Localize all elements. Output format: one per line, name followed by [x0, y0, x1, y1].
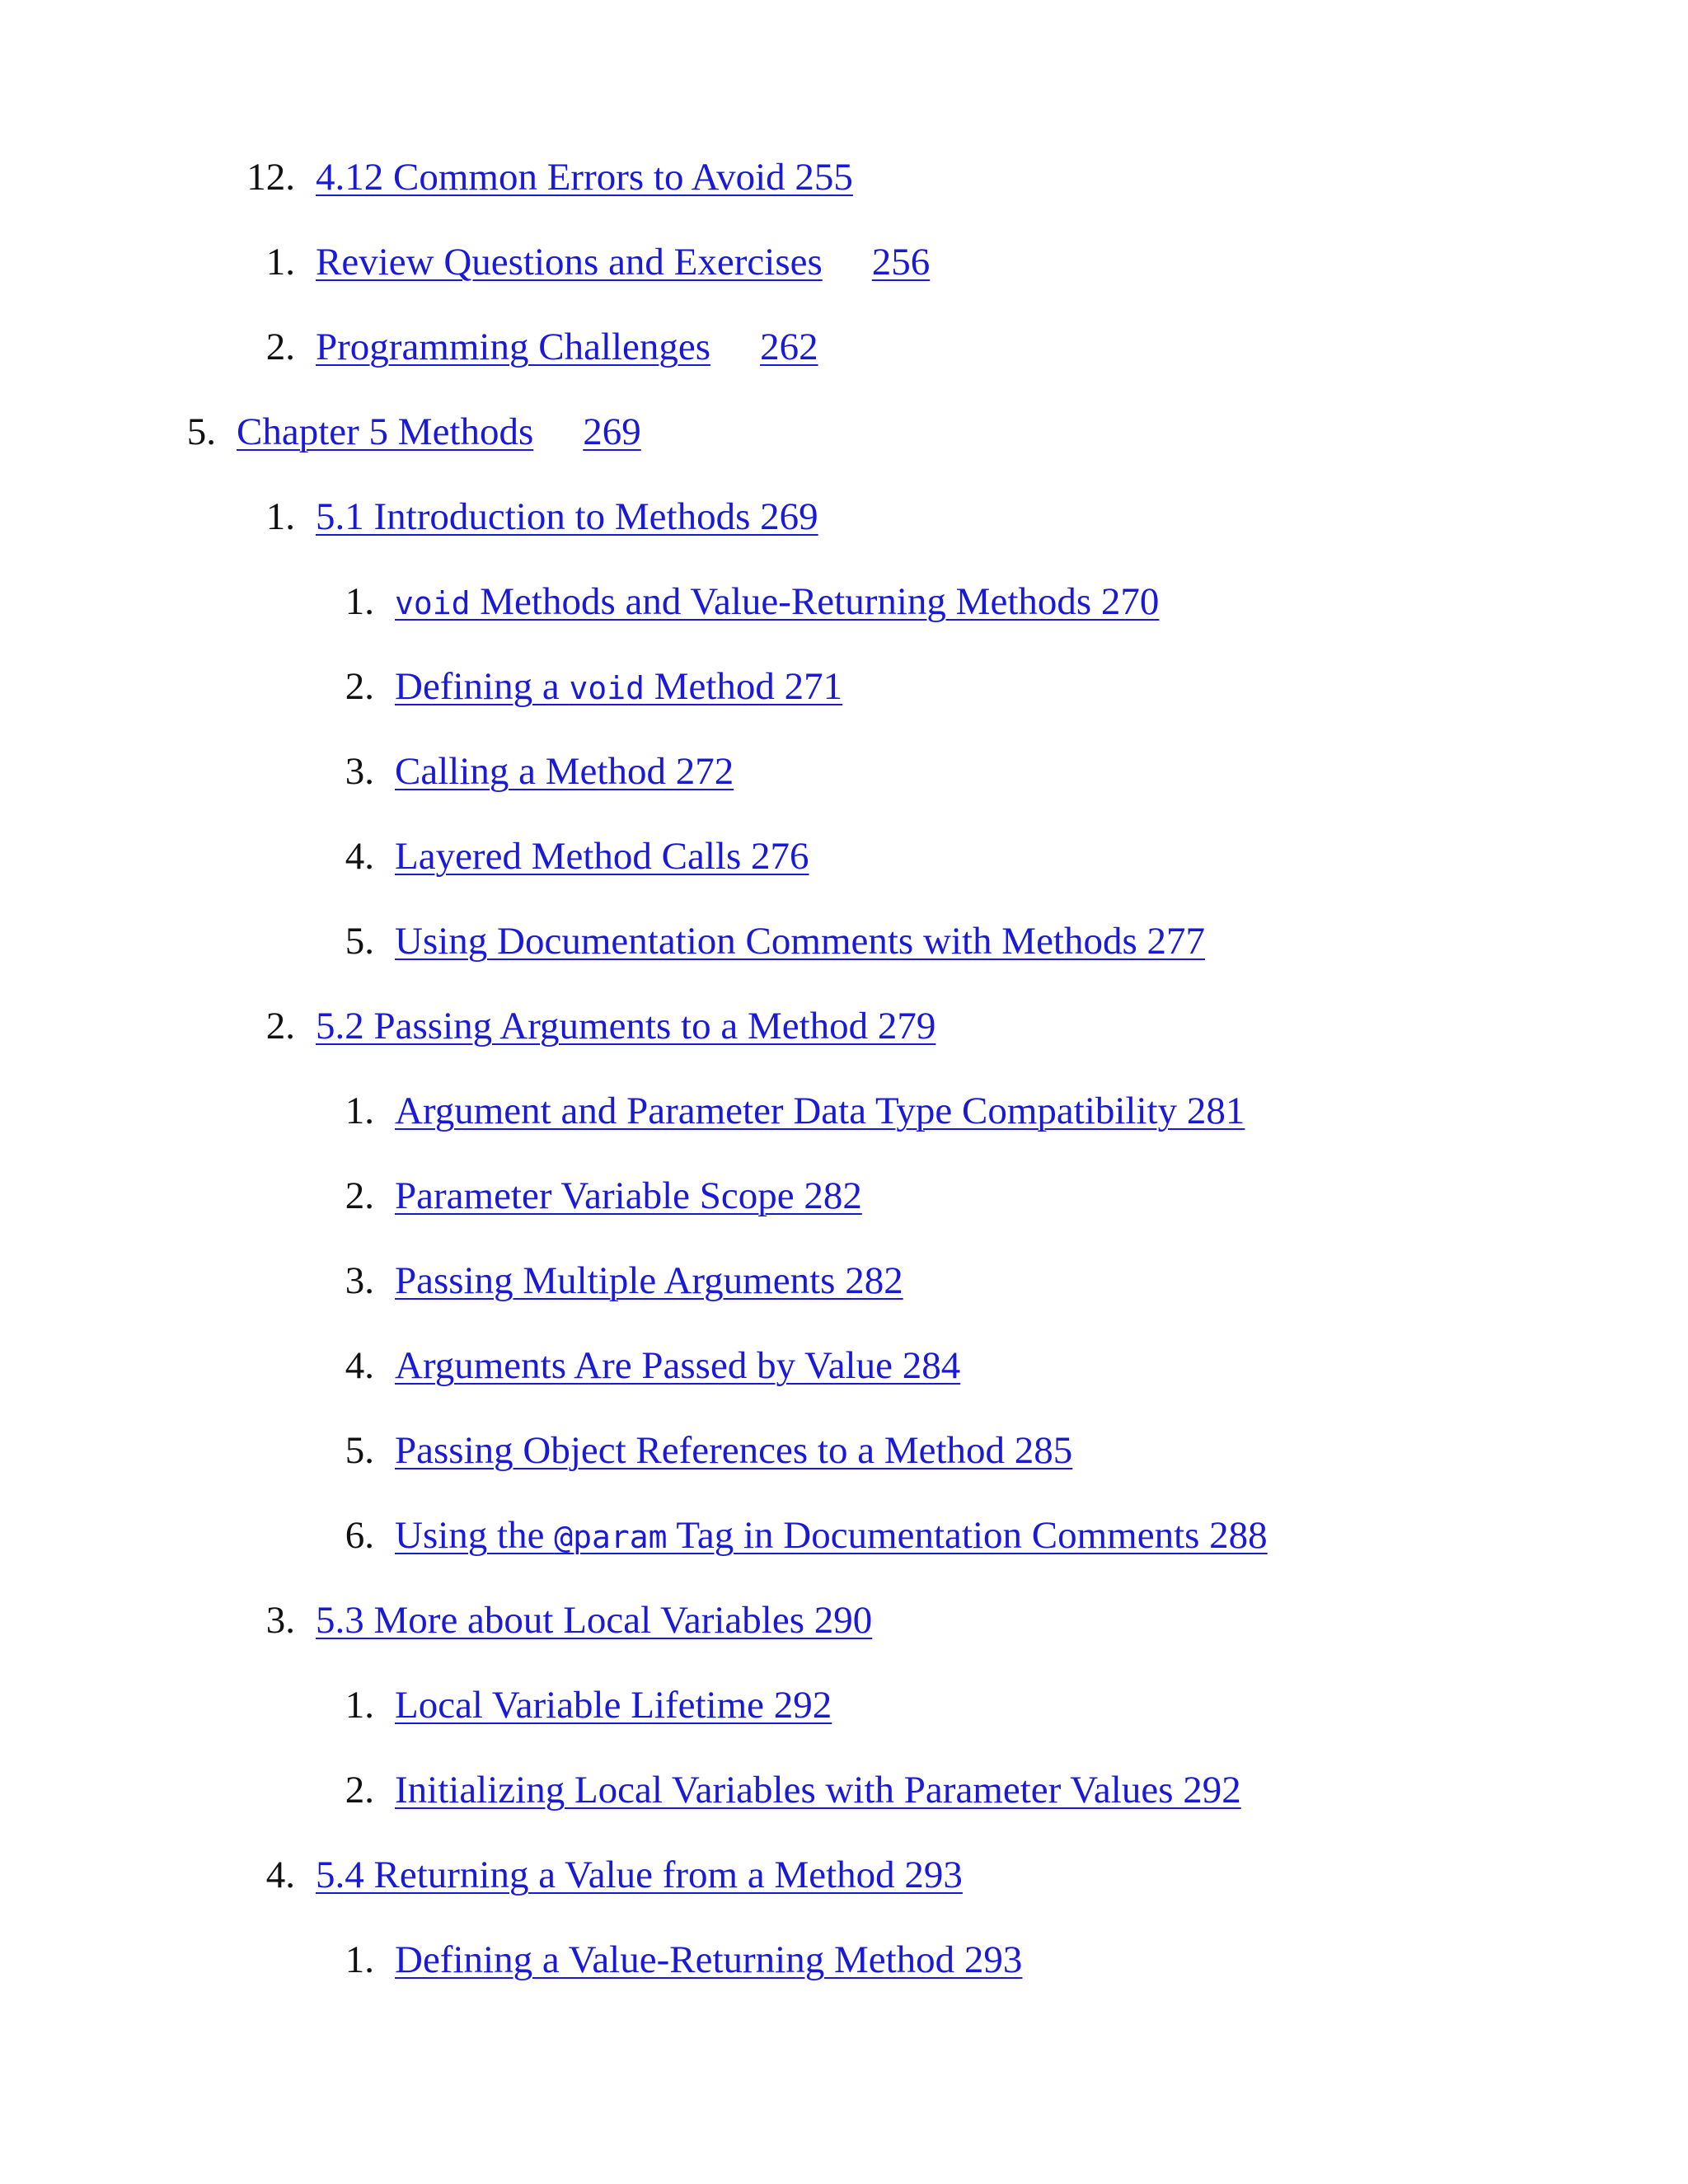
toc-link[interactable]: Using the @param Tag in Documentation Comments 288	[395, 1514, 1268, 1557]
list-number: 12.	[246, 156, 295, 199]
list-number: 2.	[265, 1005, 295, 1047]
list-number: 3.	[265, 1599, 295, 1642]
toc-entry-object-references	[345, 1418, 1073, 1483]
list-number: 1.	[345, 1684, 374, 1727]
toc-link[interactable]: Review Questions and Exercises 256	[316, 241, 931, 284]
toc-entry-multiple-arguments	[345, 1248, 903, 1314]
toc-entry-param-tag	[345, 1502, 1268, 1568]
toc-entry-void-methods	[345, 569, 1160, 635]
toc-entry-section-5-3	[265, 1587, 873, 1653]
toc-link[interactable]: Defining a Value-Returning Method 293	[395, 1938, 1023, 1981]
list-number: 2.	[265, 326, 295, 368]
toc-entry-defining-void-method	[345, 654, 843, 719]
toc-entry-section-5-1	[265, 484, 818, 550]
list-number: 3.	[345, 750, 374, 793]
toc-entry-documentation-comments	[345, 908, 1206, 974]
code-keyword: void	[395, 585, 471, 621]
list-number: 1.	[345, 580, 374, 623]
code-keyword: @param	[554, 1519, 668, 1555]
list-number: 5.	[345, 920, 374, 963]
toc-entry-initializing-variables	[345, 1757, 1241, 1823]
toc-entry-layered-calls	[345, 823, 809, 889]
toc-entry-programming-challenges	[265, 314, 818, 380]
list-number: 1.	[265, 241, 295, 284]
toc-link[interactable]: Calling a Method 272	[395, 750, 734, 793]
toc-link[interactable]: Chapter 5 Methods 269	[237, 410, 641, 453]
list-number: 5.	[186, 410, 216, 453]
toc-link[interactable]: 4.12 Common Errors to Avoid 255	[316, 156, 853, 199]
toc-link[interactable]: void Methods and Value-Returning Methods 270	[395, 580, 1160, 623]
toc-link[interactable]: 5.4 Returning a Value from a Method 293	[316, 1854, 963, 1896]
toc-link[interactable]: Programming Challenges 262	[316, 326, 818, 368]
list-number: 6.	[345, 1514, 374, 1557]
toc-entry-calling-method	[345, 738, 734, 804]
toc-entry-section-4-12	[246, 144, 853, 210]
toc-link[interactable]: Local Variable Lifetime 292	[395, 1684, 832, 1727]
list-number: 4.	[345, 835, 374, 878]
list-number: 2.	[345, 665, 374, 708]
list-number: 3.	[345, 1259, 374, 1302]
toc-link[interactable]: 5.3 More about Local Variables 290	[316, 1599, 873, 1642]
list-number: 1.	[265, 495, 295, 538]
toc-entry-chapter-5	[186, 399, 641, 465]
toc-link[interactable]: Initializing Local Variables with Parameter Values 292	[395, 1769, 1241, 1811]
toc-link[interactable]: 5.2 Passing Arguments to a Method 279	[316, 1005, 936, 1047]
toc-entry-type-compatibility	[345, 1078, 1245, 1144]
toc-entry-section-5-4	[265, 1842, 963, 1908]
toc-entry-review-questions	[265, 229, 931, 295]
list-number: 2.	[345, 1174, 374, 1217]
list-number: 2.	[345, 1769, 374, 1811]
toc-entry-passed-by-value	[345, 1333, 961, 1399]
toc-link[interactable]: Arguments Are Passed by Value 284	[395, 1344, 961, 1387]
toc-link[interactable]: Defining a void Method 271	[395, 665, 843, 708]
list-number: 1.	[345, 1938, 374, 1981]
list-number: 4.	[265, 1854, 295, 1896]
toc-link[interactable]: 5.1 Introduction to Methods 269	[316, 495, 818, 538]
toc-link[interactable]: Passing Object References to a Method 285	[395, 1429, 1073, 1472]
list-number: 1.	[345, 1090, 374, 1132]
toc-entry-parameter-scope	[345, 1163, 862, 1229]
list-number: 4.	[345, 1344, 374, 1387]
toc-link[interactable]: Layered Method Calls 276	[395, 835, 809, 878]
list-number: 5.	[345, 1429, 374, 1472]
toc-link[interactable]: Parameter Variable Scope 282	[395, 1174, 862, 1217]
toc-link[interactable]: Passing Multiple Arguments 282	[395, 1259, 903, 1302]
toc-link[interactable]: Argument and Parameter Data Type Compatibility 281	[395, 1090, 1245, 1132]
code-keyword: void	[569, 670, 645, 706]
toc-entry-variable-lifetime	[345, 1672, 832, 1738]
toc-link[interactable]: Using Documentation Comments with Methods 277	[395, 920, 1206, 963]
toc-entry-section-5-2	[265, 993, 936, 1059]
toc-entry-defining-value-returning	[345, 1927, 1023, 1993]
